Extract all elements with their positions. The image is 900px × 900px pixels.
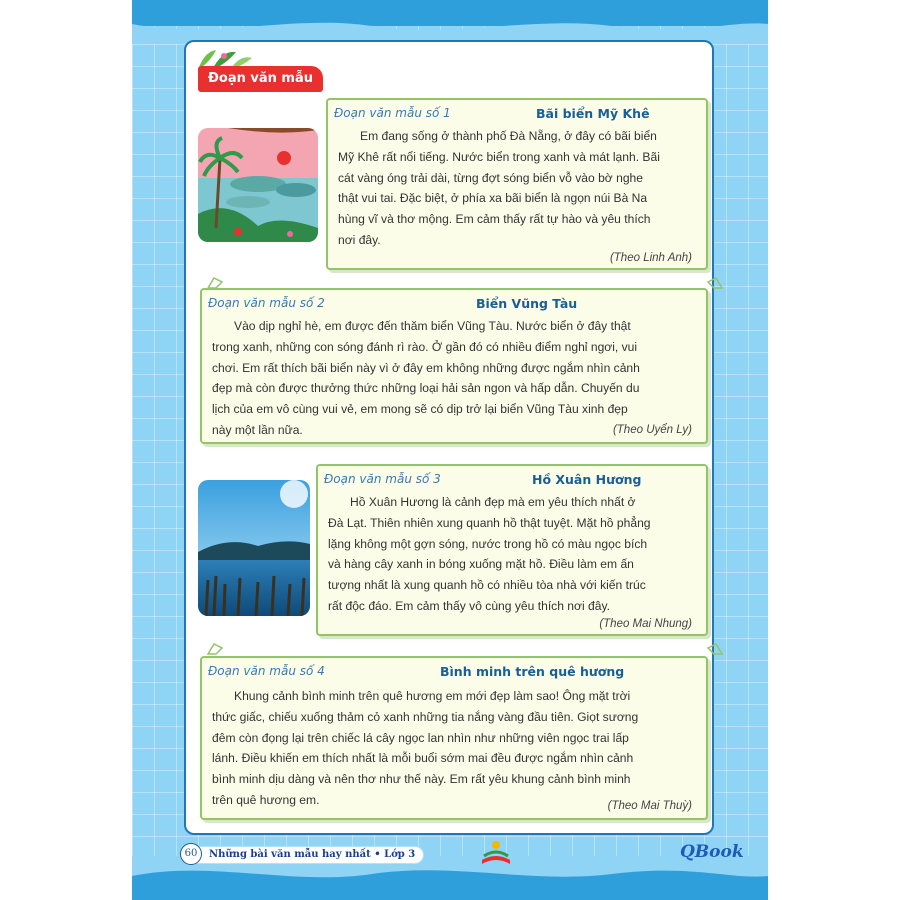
- sample-card-4: [200, 656, 708, 820]
- page-footer: [180, 842, 744, 866]
- pin-icon: [706, 276, 724, 290]
- body-line: thức giấc, chiếu xuống thảm cỏ xanh những tia nắng vàng đầu tiên. Giọt sương: [212, 709, 639, 724]
- sample-card-1: [326, 98, 708, 270]
- body-line: thật vui tai. Đặc biệt, ở phía xa bãi biển là ngọn núi Bà Na: [338, 191, 648, 206]
- card-source: (Theo Mai Thuỳ): [607, 800, 692, 812]
- page-number: 60: [180, 843, 202, 865]
- lake-picture: [198, 480, 310, 616]
- card-body: [328, 492, 700, 617]
- body-line: trong xanh, những con sóng đánh rì rào. Ở gần đó có nhiều điểm nghỉ ngơi, vui: [212, 339, 638, 354]
- body-line: cát vàng óng trải dài, từng đợt sóng biển vỗ vào bờ nghe: [338, 170, 644, 185]
- body-line: lịch của em vô cùng vui vẻ, em mong sẽ có dịp trở lại biển Vũng Tàu xinh đẹp: [212, 402, 628, 417]
- page-background: [132, 0, 768, 900]
- sample-card-2: [200, 288, 708, 444]
- body-line: nơi đây.: [338, 232, 381, 247]
- body-line: này một lần nữa.: [212, 422, 303, 437]
- body-line: Mỹ Khê rất nổi tiếng. Nước biển trong xanh và mát lạnh. Bãi: [338, 149, 660, 164]
- card-title: Hồ Xuân Hương: [532, 472, 642, 487]
- body-line: chơi. Em rất thích bãi biển này vì ở đây em không những được ngắm nhìn cảnh: [212, 360, 640, 375]
- top-wave: [132, 0, 768, 26]
- pin-icon: [206, 642, 224, 656]
- card-title: Bãi biển Mỹ Khê: [536, 106, 650, 121]
- body-line: Hồ Xuân Hương là cảnh đẹp mà em yêu thích nhất ở: [350, 495, 636, 509]
- body-line: đêm còn đọng lại trên chiếc lá cây ngọc lan nhìn như những viên ngọc trai lấp: [212, 730, 629, 745]
- bottom-wave: [132, 870, 768, 900]
- card-label: Đoạn văn mẫu số 2: [208, 296, 325, 310]
- card-label: Đoạn văn mẫu số 4: [208, 664, 325, 678]
- card-title: Bình minh trên quê hương: [440, 664, 625, 679]
- card-title: Biển Vũng Tàu: [476, 296, 578, 311]
- card-label: Đoạn văn mẫu số 1: [334, 106, 451, 120]
- body-line: Đà Lạt. Thiên nhiên xung quanh hồ thật tuyệt. Mặt hồ phẳng: [328, 515, 651, 530]
- card-source: (Theo Uyển Ly): [612, 424, 692, 436]
- card-source: (Theo Mai Nhung): [599, 618, 692, 630]
- pin-icon: [706, 642, 724, 656]
- body-line: Vào dịp nghỉ hè, em được đến thăm biển Vũng Tàu. Nước biển ở đây thật: [234, 319, 631, 333]
- card-label: Đoạn văn mẫu số 3: [324, 472, 441, 486]
- body-line: rất độc đáo. Em cảm thấy vô cùng yêu thích nơi đây.: [328, 598, 610, 613]
- body-line: trên quê hương em.: [212, 792, 320, 807]
- content-sheet: [184, 40, 714, 835]
- beach-picture: [198, 128, 318, 242]
- body-line: hùng vĩ và thơ mộng. Em cảm thấy rất tự hào và yêu thích: [338, 212, 651, 227]
- body-line: tượng nhất là xung quanh hồ có nhiều tòa nhà với kiến trúc: [328, 578, 646, 593]
- card-source: (Theo Linh Anh): [609, 252, 692, 264]
- body-line: Em đang sống ở thành phố Đà Nẵng, ở đây có bãi biển: [360, 129, 657, 143]
- body-line: lánh. Điều khiến em thích nhất là mỗi buổi sớm mai đều được ngắm nhìn cảnh: [212, 751, 634, 766]
- body-line: đẹp mà còn được thưởng thức những loại hải sản ngon và hấp dẫn. Chuyến du: [212, 381, 640, 396]
- card-body: [212, 316, 700, 441]
- brand-logo: QBook: [680, 842, 744, 862]
- card-body: [212, 686, 700, 811]
- card-body: [338, 126, 700, 251]
- book-title: Những bài văn mẫu hay nhất • Lớp 3: [194, 846, 424, 864]
- body-line: và hàng cây xanh in bóng xuống mặt hồ. Điều làm em ấn: [328, 557, 634, 572]
- body-line: lặng không một gợn sóng, nước trong hồ có màu ngọc bích: [328, 536, 648, 551]
- body-line: Khung cảnh bình minh trên quê hương em mới đẹp làm sao! Ông mặt trời: [234, 689, 631, 703]
- publisher-logo-icon: [476, 838, 516, 868]
- body-line: bình minh dịu dàng và nên thơ như thế này. Em rất yêu khung cảnh bình minh: [212, 772, 631, 787]
- sample-card-3: [316, 464, 708, 636]
- section-tag: Đoạn văn mẫu: [198, 66, 323, 92]
